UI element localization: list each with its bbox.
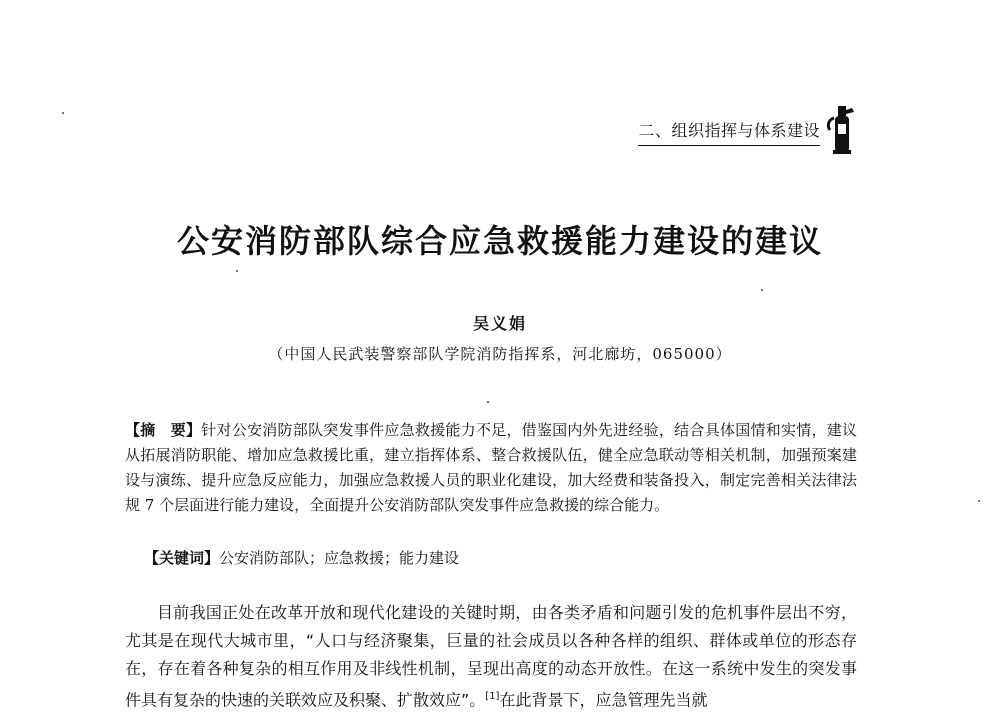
keywords-text: 公安消防部队；应急救援；能力建设 <box>219 549 460 567</box>
scan-speck <box>236 270 238 272</box>
abstract-label: 【摘 要】 <box>125 421 202 439</box>
keywords <box>144 546 856 571</box>
scan-speck <box>978 500 980 502</box>
body-text-after-citation: 在此背景下，应急管理先当就 <box>499 690 708 710</box>
author-affiliation: （中国人民武装警察部队学院消防指挥系，河北廊坊，065000） <box>268 345 732 363</box>
author-name: 吴义娟 <box>472 314 527 333</box>
body-paragraph <box>125 599 857 714</box>
scan-speck <box>62 112 64 114</box>
abstract <box>125 418 857 518</box>
citation-mark: [1] <box>485 691 500 702</box>
keywords-label: 【关键词】 <box>144 549 220 567</box>
abstract-text: 针对公安消防部队突发事件应急救援能力不足，借鉴国内外先进经验，结合具体国情和实情，建议从拓展消防职能、增加应急救援比重，建立指挥体系、整合救援队伍，健全应急联动等相关机制，加强预案建设与演练、提升应急反应能力，加强应急救援人员的职业化建设，加大经费和装备投入，制定完善相关法律法规 7 个层面进行能力建设，全面提升公安消防部队突发事件应急救援的综合能力。 <box>125 421 857 514</box>
fire-extinguisher-icon <box>824 104 858 156</box>
body-text-before-citation: 目前我国正处在改革开放和现代化建设的关键时期，由各类矛盾和问题引发的危机事件层出不穷，尤其是在现代大城市里，“人口与经济聚集，巨量的社会成员以各种各样的组织、群体或单位的形态存在，存在着各种复杂的相互作用及非线性机制，呈现出高度的动态开放性。在这一系统中发生的突发事件具有复杂的快速的关联效应及积聚、扩散效应”。 <box>125 603 857 710</box>
running-header-section-title: 二、组织指挥与体系建设 <box>638 118 820 146</box>
scan-speck <box>761 289 763 291</box>
scan-speck <box>487 401 489 403</box>
article-title: 公安消防部队综合应急救援能力建设的建议 <box>176 222 823 260</box>
